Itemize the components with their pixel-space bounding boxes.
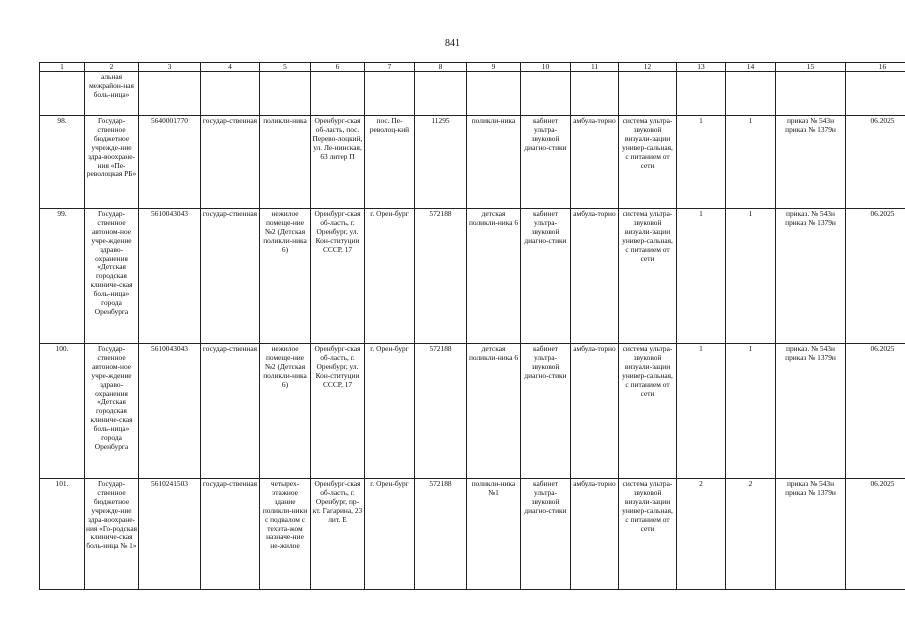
cell-locality: пос. Пе-револоц-кий xyxy=(365,116,415,209)
cell-population: 572188 xyxy=(415,344,467,479)
cell-qty-b: 2 xyxy=(726,479,776,590)
cell-code: 5610043043 xyxy=(139,344,201,479)
cell-address: Оренбург-ская об-ласть, г. Оренбург, ул. Кон-ституции СССР, 17 xyxy=(311,209,365,344)
cell-locality: г. Орен-бург xyxy=(365,479,415,590)
cell-code xyxy=(139,72,201,116)
cell-order: приказ. № 543н приказ № 1379н xyxy=(776,344,846,479)
column-number: 16 xyxy=(846,63,905,72)
cell-equipment: система ультра-звуковой визуали-зации универ-сальная, с питанием от сети xyxy=(619,479,677,590)
registry-table xyxy=(39,62,905,590)
cell-num: 101. xyxy=(40,479,85,590)
cell-facility: нежилое помеще-ние №2 (Детская поликли-ника 6) xyxy=(260,209,311,344)
cell-locality xyxy=(365,72,415,116)
cell-mode: амбула-торно xyxy=(571,344,619,479)
cell-unit: поликли-ника №1 xyxy=(467,479,521,590)
cell-unit: детская поликли-ника 6 xyxy=(467,344,521,479)
column-number: 1 xyxy=(40,63,85,72)
column-number: 7 xyxy=(365,63,415,72)
cell-date: 06.2025 xyxy=(846,116,905,209)
cell-population: 11295 xyxy=(415,116,467,209)
cell-qty-b: 1 xyxy=(726,116,776,209)
table-row xyxy=(40,344,905,479)
cell-name: Государ-ственное автоном-ное учре-ждение здраво-охранения «Детская городская клиниче-ская боль-ница» города Оренбурга xyxy=(85,209,139,344)
cell-code: 5640001770 xyxy=(139,116,201,209)
cell-mode xyxy=(571,72,619,116)
cell-locality: г. Орен-бург xyxy=(365,209,415,344)
cell-name: Государ-ственное бюджетное учрежде-ние здра-воохране-ния «Го-родская клиниче-ская боль-ница № 1» xyxy=(85,479,139,590)
cell-name: Государ-ственное бюджетное учрежде-ние здра-воохране-ния «Пе-револоцкая РБ» xyxy=(85,116,139,209)
cell-qty-a: 1 xyxy=(677,344,726,479)
cell-address xyxy=(311,72,365,116)
column-number: 13 xyxy=(677,63,726,72)
cell-qty-a: 1 xyxy=(677,116,726,209)
cell-room: кабинет ультра-звуковой диагно-стики xyxy=(521,479,571,590)
cell-qty-b: 1 xyxy=(726,209,776,344)
cell-code: 5610241503 xyxy=(139,479,201,590)
cell-order xyxy=(776,72,846,116)
cell-num: 100. xyxy=(40,344,85,479)
column-number: 3 xyxy=(139,63,201,72)
cell-equipment: система ультра-звуковой визуали-зации универ-сальная, с питанием от сети xyxy=(619,344,677,479)
cell-unit: поликли-ника xyxy=(467,116,521,209)
column-number: 5 xyxy=(260,63,311,72)
cell-qty-a: 1 xyxy=(677,209,726,344)
cell-equipment: система ультра-звуковой визуали-зации универ-сальная, с питанием от сети xyxy=(619,209,677,344)
cell-name: Государ-ственное автоном-ное учре-ждение здраво-охранения «Детская городская клиниче-ская боль-ница» города Оренбурга xyxy=(85,344,139,479)
cell-order: приказ № 543н приказ № 1379н xyxy=(776,479,846,590)
table-row xyxy=(40,116,905,209)
cell-room: кабинет ультра-звуковой диагно-стики xyxy=(521,116,571,209)
column-number: 2 xyxy=(85,63,139,72)
cell-order: приказ. № 543н приказ № 1379н xyxy=(776,209,846,344)
cell-unit: детская поликли-ника 6 xyxy=(467,209,521,344)
table-row xyxy=(40,72,905,116)
column-number: 12 xyxy=(619,63,677,72)
cell-room: кабинет ультра-звуковой диагно-стики xyxy=(521,344,571,479)
cell-address: Оренбург-ская об-ласть, пос. Перево-лоцкий, ул. Ле-нинская, 63 литер П xyxy=(311,116,365,209)
page-number: 841 xyxy=(445,38,460,49)
cell-facility: поликли-ника xyxy=(260,116,311,209)
cell-qty-a: 2 xyxy=(677,479,726,590)
cell-address: Оренбург-ская об-ласть, г. Оренбург, ул. Кон-ституции СССР, 17 xyxy=(311,344,365,479)
cell-unit xyxy=(467,72,521,116)
cell-form: государ-ственная xyxy=(201,479,260,590)
column-number: 8 xyxy=(415,63,467,72)
column-number: 15 xyxy=(776,63,846,72)
column-number: 11 xyxy=(571,63,619,72)
cell-num: 98. xyxy=(40,116,85,209)
cell-num xyxy=(40,72,85,116)
cell-form: государ-ственная xyxy=(201,209,260,344)
cell-code: 5610043043 xyxy=(139,209,201,344)
cell-facility: нежилое помеще-ние №2 (Детская поликли-ника 6) xyxy=(260,344,311,479)
cell-equipment: система ультра-звуковой визуали-зации универ-сальная, с питанием от сети xyxy=(619,116,677,209)
cell-population: 572188 xyxy=(415,209,467,344)
cell-population xyxy=(415,72,467,116)
cell-room: кабинет ультра-звуковой диагно-стики xyxy=(521,209,571,344)
column-number: 10 xyxy=(521,63,571,72)
cell-form xyxy=(201,72,260,116)
cell-date: 06.2025 xyxy=(846,479,905,590)
cell-facility xyxy=(260,72,311,116)
cell-equipment xyxy=(619,72,677,116)
cell-mode: амбула-торно xyxy=(571,479,619,590)
cell-order: приказ № 543н приказ № 1379н xyxy=(776,116,846,209)
cell-locality: г. Орен-бург xyxy=(365,344,415,479)
table-row xyxy=(40,479,905,590)
cell-date: 06.2025 xyxy=(846,209,905,344)
cell-room xyxy=(521,72,571,116)
column-number-row xyxy=(40,63,905,72)
cell-form: государ-ственная xyxy=(201,116,260,209)
column-number: 14 xyxy=(726,63,776,72)
cell-form: государ-ственная xyxy=(201,344,260,479)
cell-facility: четырех-этажное здание поликли-ники с подвалом с техэта-жом назначе-ние не-жилое xyxy=(260,479,311,590)
cell-qty-b: 1 xyxy=(726,344,776,479)
cell-population: 572188 xyxy=(415,479,467,590)
cell-qty-a xyxy=(677,72,726,116)
cell-mode: амбула-торно xyxy=(571,116,619,209)
cell-mode: амбула-торно xyxy=(571,209,619,344)
table-row xyxy=(40,209,905,344)
cell-date: 06.2025 xyxy=(846,344,905,479)
cell-date xyxy=(846,72,905,116)
cell-name: альная межрайон-ная боль-ница» xyxy=(85,72,139,116)
cell-address: Оренбург-ская об-ласть, г. Оренбург, пр-кт. Гагарина, 23 лит. Е xyxy=(311,479,365,590)
cell-qty-b xyxy=(726,72,776,116)
cell-num: 99. xyxy=(40,209,85,344)
column-number: 9 xyxy=(467,63,521,72)
column-number: 6 xyxy=(311,63,365,72)
column-number: 4 xyxy=(201,63,260,72)
